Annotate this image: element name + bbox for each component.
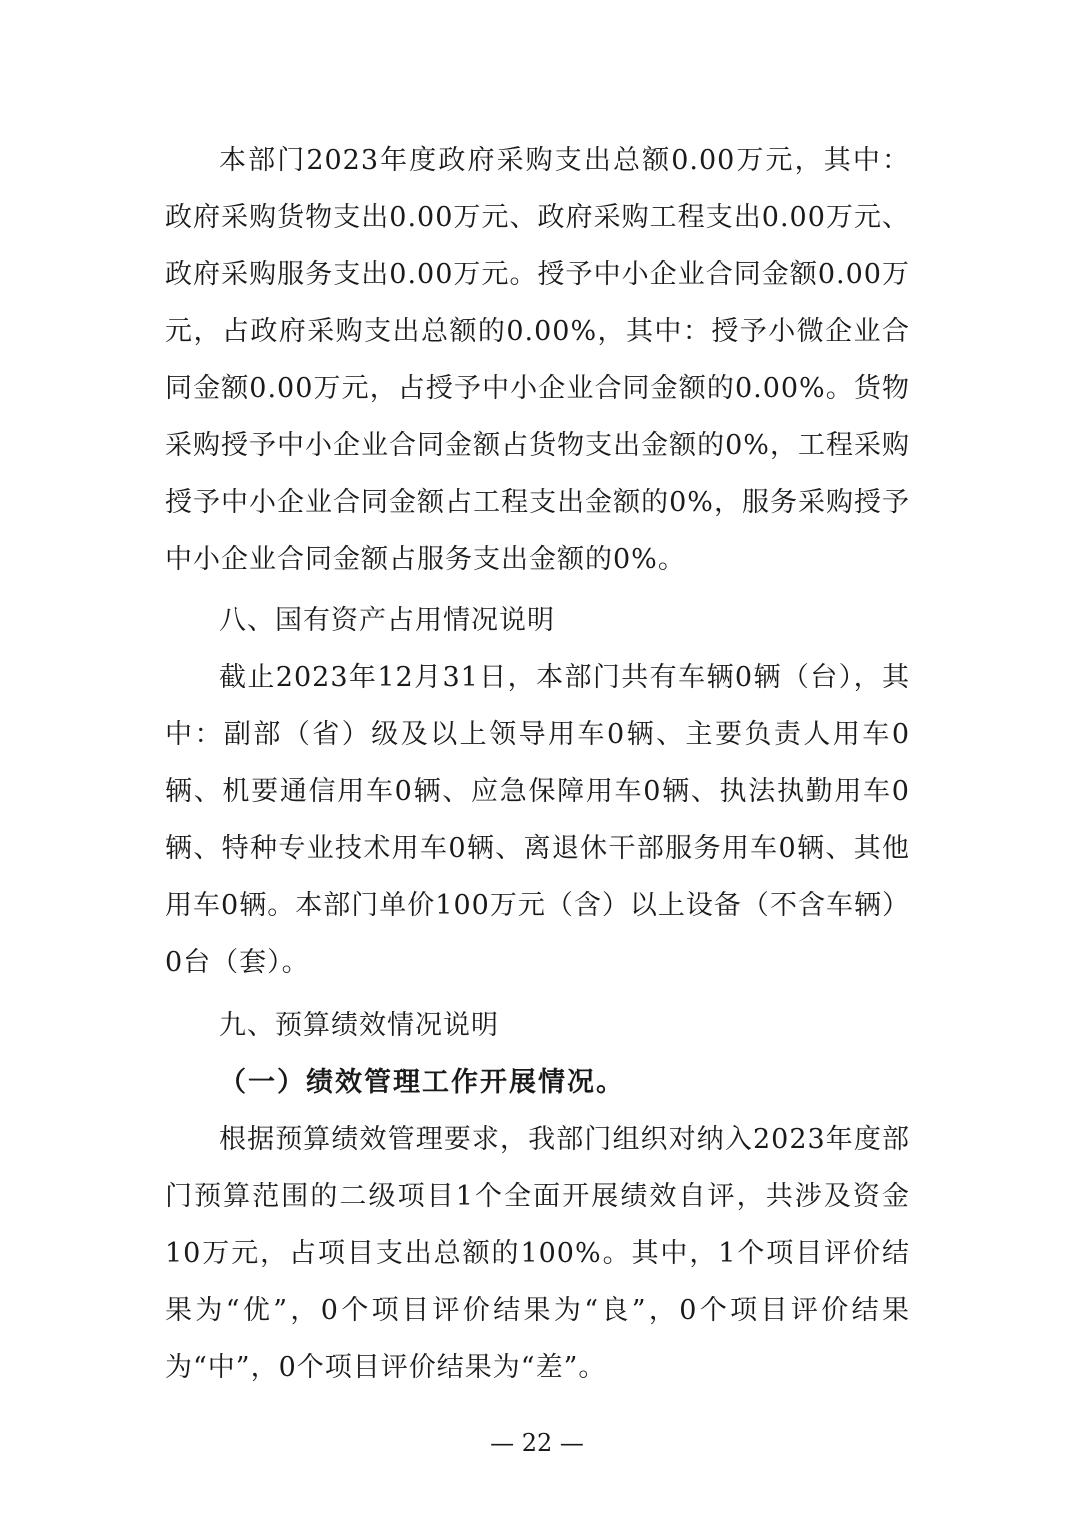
section-8-heading: 八、国有资产占用情况说明 bbox=[219, 605, 555, 636]
assets-paragraph: 截止2023年12月31日，本部门共有车辆0辆（台），其中：副部（省）级及以上领导用车0辆、主要负责人用车0辆、机要通信用车0辆、应急保障用车0辆、执法执勤用车0辆、特种专业技术用车0辆、离退休干部服务用车0辆、其他用车0辆。本部门单价100万元（含）以上设备（不含车辆）0台（套）。 bbox=[165, 662, 910, 978]
subsection-1-heading: （一）绩效管理工作开展情况。 bbox=[219, 1067, 625, 1098]
page-number: — 22 — bbox=[490, 1429, 584, 1457]
procurement-paragraph: 本部门2023年度政府采购支出总额0.00万元，其中：政府采购货物支出0.00万元、政府采购工程支出0.00万元、政府采购服务支出0.00万元。授予中小企业合同金额0.00万元，占政府采购支出总额的0.00%，其中：授予小微企业合同金额0.00万元，占授予中小企业合同金额的0.00%。货物采购授予中小企业合同金额占货物支出金额的0%，工程采购授予中小企业合同金额占工程支出金额的0%，服务采购授予中小企业合同金额占服务支出金额的0%。 bbox=[165, 145, 910, 575]
document-body bbox=[165, 132, 910, 1396]
performance-paragraph: 根据预算绩效管理要求，我部门组织对纳入2023年度部门预算范围的二级项目1个全面开展绩效自评，共涉及资金10万元，占项目支出总额的100%。其中，1个项目评价结果为“优”，0个项目评价结果为“良”，0个项目评价结果为“中”，0个项目评价结果为“差”。 bbox=[165, 1124, 910, 1383]
section-9-heading: 九、预算绩效情况说明 bbox=[219, 1010, 499, 1041]
